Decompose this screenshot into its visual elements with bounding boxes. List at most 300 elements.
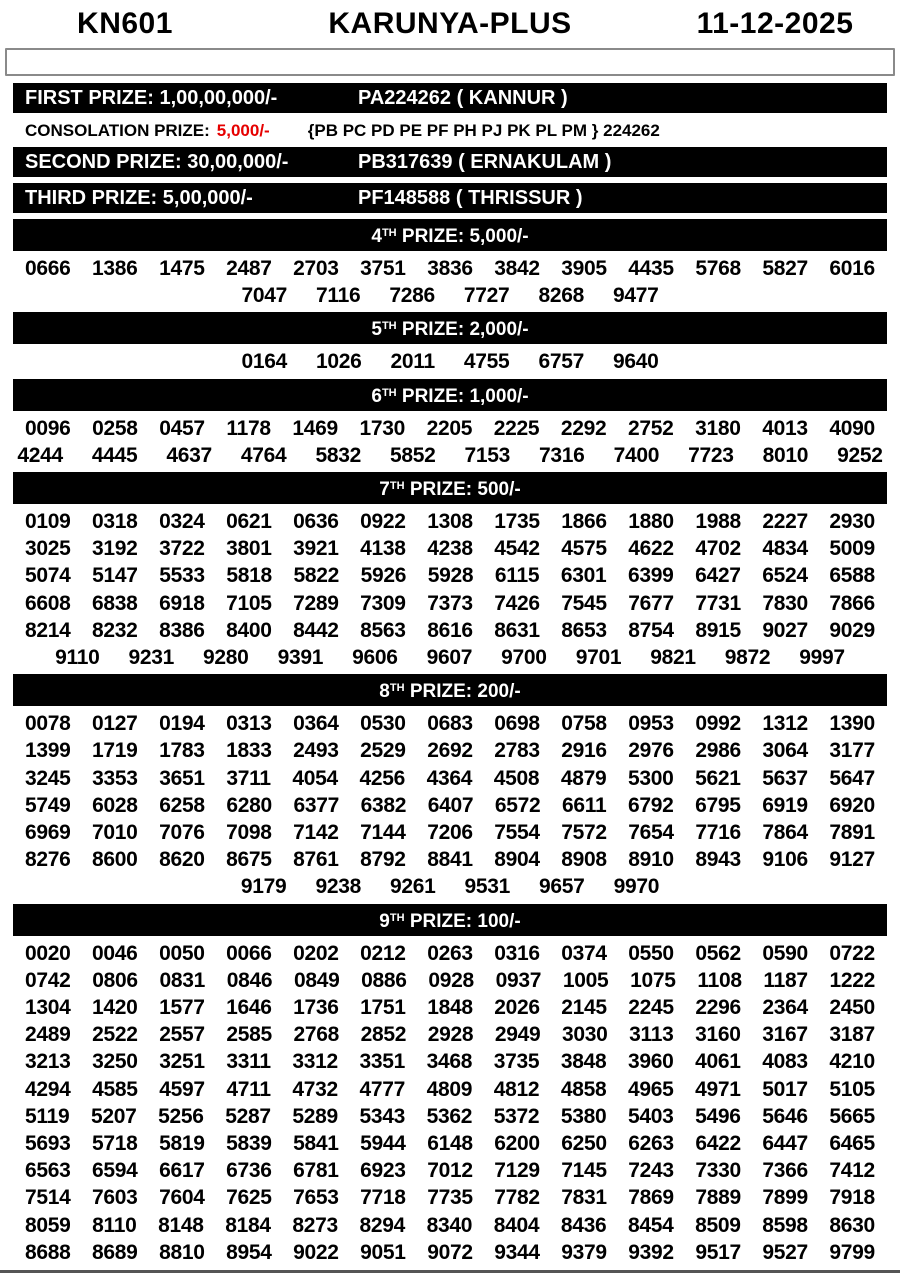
ticket-number: 9179	[240, 875, 287, 899]
ticket-number: 5693	[25, 1132, 71, 1156]
ticket-number: 0258	[92, 416, 138, 440]
ticket-number: 5637	[762, 766, 808, 790]
prize-ordinal-suffix: TH	[381, 386, 397, 399]
ticket-number: 4637	[166, 443, 212, 467]
ticket-number: 9252	[837, 443, 883, 467]
consolation-row	[0, 119, 900, 147]
ticket-number: 9127	[829, 848, 875, 872]
ticket-number-row	[0, 508, 900, 535]
ticket-number: 7727	[463, 284, 510, 308]
ticket-number: 3113	[629, 1023, 674, 1047]
prize-section-header	[13, 674, 887, 706]
ticket-number: 7206	[427, 821, 473, 845]
ticket-number: 5372	[493, 1104, 540, 1128]
ticket-number: 8689	[92, 1240, 138, 1264]
ticket-number: 5944	[360, 1132, 406, 1156]
ticket-number: 9799	[829, 1240, 875, 1264]
ticket-number: 4061	[695, 1050, 741, 1074]
prize-section-header	[13, 904, 887, 936]
ticket-number: 2916	[561, 739, 607, 763]
ticket-number: 9872	[724, 646, 771, 670]
ticket-number-row	[0, 846, 900, 873]
ticket-number-row	[0, 562, 900, 589]
prize-section	[0, 219, 900, 309]
ticket-number: 8276	[25, 848, 71, 872]
ticket-number: 3905	[561, 257, 607, 280]
ticket-number: 4809	[426, 1077, 473, 1101]
ticket-number: 2522	[92, 1023, 138, 1047]
prize-ordinal-suffix: TH	[381, 320, 397, 333]
ticket-number: 6757	[538, 350, 584, 374]
ticket-number: 7716	[695, 821, 741, 845]
ticket-number: 9640	[612, 350, 659, 374]
ticket-number: 8792	[360, 848, 406, 872]
ticket-number: 8454	[627, 1213, 674, 1237]
ticket-number: 3848	[560, 1050, 607, 1074]
ticket-number: 6792	[627, 793, 674, 817]
ticket-number: 1783	[159, 739, 205, 763]
ticket-number-row	[0, 873, 900, 900]
ticket-number: 0758	[561, 712, 607, 736]
ticket-number: 6781	[293, 1159, 339, 1183]
prize-section	[0, 674, 900, 900]
ticket-number: 6838	[92, 591, 138, 615]
ticket-number: 1304	[25, 996, 71, 1020]
ticket-number: 9379	[561, 1240, 607, 1264]
ticket-number: 8904	[494, 848, 540, 872]
ticket-number: 3722	[159, 537, 205, 561]
ticket-number: 7144	[360, 821, 406, 845]
prize-amount-text: PRIZE: 5,000/-	[396, 226, 529, 247]
prize-ordinal-suffix: TH	[389, 911, 405, 924]
ticket-number-row	[0, 1103, 900, 1130]
ticket-number: 1736	[293, 996, 339, 1020]
ticket-number: 5074	[25, 564, 71, 588]
ticket-number: 7866	[829, 591, 875, 615]
ticket-number: 3030	[562, 1023, 608, 1047]
ticket-number: 8232	[92, 618, 138, 642]
ticket-number: 5928	[427, 564, 474, 588]
ticket-number: 0374	[561, 941, 607, 965]
ticket-number: 6617	[159, 1159, 205, 1183]
prize-section-header	[13, 312, 887, 344]
ticket-number: 2852	[360, 1023, 407, 1047]
ticket-number: 0164	[241, 350, 288, 374]
ticket-number: 4090	[829, 416, 875, 440]
ticket-number: 4755	[463, 350, 510, 374]
ticket-number: 3651	[159, 766, 205, 790]
ticket-number: 5119	[25, 1104, 70, 1128]
ticket-number: 2450	[829, 996, 875, 1020]
ticket-number: 9391	[277, 646, 324, 670]
second-prize-bar	[13, 147, 887, 177]
ticket-number-row	[0, 255, 900, 282]
prize-amount-text: PRIZE: 500/-	[404, 479, 521, 501]
ticket-number: 7426	[494, 591, 540, 615]
ticket-number: 5926	[360, 564, 407, 588]
prize-amount-text: PRIZE: 100/-	[404, 910, 521, 932]
ticket-number: 7116	[316, 284, 361, 308]
ticket-number-row	[0, 940, 900, 967]
ticket-number: 4971	[695, 1077, 741, 1101]
ticket-number: 4764	[240, 443, 287, 467]
prize-ordinal: 4	[371, 226, 382, 247]
ticket-number: 2489	[25, 1023, 71, 1047]
ticket-number: 4812	[493, 1077, 540, 1101]
ticket-number: 5533	[159, 564, 205, 588]
ticket-number: 3311	[226, 1050, 271, 1074]
ticket-number: 4585	[92, 1077, 138, 1101]
ticket-number: 1469	[292, 416, 338, 440]
ticket-number: 1848	[427, 996, 473, 1020]
ticket-number: 0078	[25, 712, 71, 736]
ticket-number: 7718	[360, 1186, 406, 1210]
ticket-number: 0928	[428, 968, 474, 992]
ticket-number: 5621	[695, 766, 741, 790]
ticket-number: 1108	[697, 968, 742, 992]
ticket-number: 4244	[17, 443, 63, 467]
ticket-number: 6200	[494, 1132, 540, 1156]
ticket-number: 1475	[159, 257, 205, 280]
ticket-number: 6608	[25, 591, 71, 615]
ticket-number: 1222	[829, 968, 875, 992]
prize-ordinal: 8	[379, 681, 390, 703]
ticket-number: 7625	[226, 1186, 272, 1210]
ticket-number: 5362	[426, 1104, 473, 1128]
ticket-number: 0621	[226, 510, 272, 534]
ticket-number: 6969	[25, 821, 71, 845]
ticket-number: 7869	[628, 1186, 674, 1210]
title-bar	[0, 0, 900, 46]
ticket-number: 5496	[695, 1104, 741, 1128]
ticket-number: 0590	[762, 941, 808, 965]
ticket-number: 2703	[293, 257, 339, 280]
ticket-number: 2752	[627, 416, 674, 440]
ticket-number: 8436	[560, 1213, 607, 1237]
ticket-number: 7735	[427, 1186, 473, 1210]
ticket-number: 2949	[494, 1023, 541, 1047]
ticket-number: 6795	[695, 793, 741, 817]
ticket-number: 8620	[159, 848, 205, 872]
ticket-number: 0849	[293, 968, 340, 992]
ticket-number: 7243	[628, 1159, 674, 1183]
ticket-number: 2930	[829, 510, 875, 534]
prize-ordinal: 9	[379, 910, 390, 932]
ticket-number: 8340	[426, 1213, 473, 1237]
ticket-number-row	[0, 415, 900, 442]
ticket-number: 2692	[427, 739, 473, 763]
ticket-number: 2783	[494, 739, 540, 763]
ticket-number: 6919	[762, 793, 808, 817]
ticket-number: 1399	[25, 739, 71, 763]
ticket-number-row	[0, 994, 900, 1021]
ticket-number: 9700	[501, 646, 547, 670]
ticket-number: 7153	[464, 443, 511, 467]
ticket-number: 0937	[495, 968, 542, 992]
ticket-number: 5380	[560, 1104, 607, 1128]
ticket-number: 0953	[628, 712, 674, 736]
prize-ordinal: 6	[371, 385, 382, 407]
ticket-number: 0096	[25, 416, 71, 440]
consolation-amount: 5,000/-	[216, 121, 270, 140]
second-prize-winner: PB317639 ( ERNAKULAM )	[358, 151, 612, 173]
prize-ordinal-suffix: TH	[389, 682, 405, 695]
ticket-number-row	[0, 1212, 900, 1239]
ticket-number: 7677	[628, 591, 674, 615]
ticket-number: 6301	[560, 564, 607, 588]
ticket-number: 7010	[92, 821, 138, 845]
ticket-number: 8954	[226, 1240, 272, 1264]
ticket-number: 7330	[695, 1159, 741, 1183]
ticket-number: 9106	[762, 848, 808, 872]
ticket-number: 7891	[829, 821, 875, 845]
ticket-number: 9527	[762, 1240, 808, 1264]
ticket-number: 8442	[293, 618, 339, 642]
ticket-number: 3351	[359, 1050, 405, 1074]
ticket-number: 4622	[628, 537, 674, 561]
ticket-number: 7289	[293, 591, 339, 615]
ticket-number: 1308	[427, 510, 473, 534]
prize-ordinal-suffix: TH	[389, 480, 405, 493]
ticket-number-row	[0, 1239, 900, 1266]
ticket-number: 1420	[92, 996, 138, 1020]
ticket-number: 5647	[829, 766, 875, 790]
ticket-number: 7309	[360, 591, 406, 615]
ticket-number: 1026	[316, 350, 362, 374]
ticket-number: 9970	[613, 875, 660, 899]
ticket-number: 9701	[575, 646, 622, 670]
ticket-number: 4858	[560, 1077, 607, 1101]
third-prize-bar	[13, 183, 887, 213]
ticket-number: 3180	[695, 416, 741, 440]
page-title: KARUNYA-PLUS	[328, 7, 572, 40]
ticket-number: 7129	[494, 1159, 540, 1183]
ticket-number: 0530	[360, 712, 406, 736]
ticket-number: 7373	[427, 591, 473, 615]
ticket-number: 2557	[159, 1023, 205, 1047]
ticket-number: 9110	[55, 646, 100, 670]
ticket-number: 8214	[25, 618, 71, 642]
ticket-number: 6920	[829, 793, 875, 817]
ticket-number-row	[0, 765, 900, 792]
ticket-number: 8386	[159, 618, 205, 642]
ticket-number: 8630	[829, 1213, 875, 1237]
ticket-number: 5403	[627, 1104, 674, 1128]
ticket-number: 8943	[695, 848, 741, 872]
ticket-number: 4965	[627, 1077, 674, 1101]
ticket-number: 3177	[829, 739, 875, 763]
ticket-number: 3160	[695, 1023, 741, 1047]
prize-section-header	[13, 472, 887, 504]
ticket-number: 2493	[293, 739, 339, 763]
prize-section	[0, 379, 900, 469]
ticket-number: 2026	[494, 996, 540, 1020]
ticket-number: 1178	[226, 416, 271, 440]
ticket-number: 9027	[762, 618, 808, 642]
ticket-number: 0722	[829, 941, 875, 965]
ticket-number: 8910	[628, 848, 674, 872]
ticket-number: 1988	[695, 510, 741, 534]
ticket-number: 1577	[159, 996, 205, 1020]
ticket-number: 0202	[293, 941, 339, 965]
ticket-number: 0109	[25, 510, 71, 534]
ticket-number: 3735	[493, 1050, 540, 1074]
ticket-number: 0698	[494, 712, 540, 736]
ticket-number: 9477	[612, 284, 659, 308]
ticket-number: 5646	[762, 1104, 808, 1128]
ticket-number-row	[0, 1184, 900, 1211]
ticket-number: 4210	[829, 1050, 875, 1074]
ticket-number: 6572	[494, 793, 541, 817]
ticket-number: 0922	[360, 510, 406, 534]
ticket-number: 2986	[695, 739, 741, 763]
ticket-number: 8273	[292, 1213, 338, 1237]
ticket-number: 9238	[315, 875, 361, 899]
ticket-number: 2928	[427, 1023, 474, 1047]
ticket-number: 2145	[561, 996, 607, 1020]
prize-section	[0, 312, 900, 375]
ticket-number: 9821	[650, 646, 696, 670]
ticket-number: 4138	[360, 537, 406, 561]
ticket-number: 2296	[695, 996, 741, 1020]
first-prize-label: FIRST PRIZE: 1,00,00,000/-	[25, 87, 278, 109]
ticket-number: 7286	[389, 284, 435, 308]
ticket-number: 6422	[695, 1132, 741, 1156]
prize-amount-text: PRIZE: 1,000/-	[396, 385, 529, 407]
ticket-number: 5832	[315, 443, 361, 467]
ticket-number: 5822	[293, 564, 340, 588]
ticket-number: 7572	[561, 821, 607, 845]
ticket-number: 0886	[361, 968, 407, 992]
ticket-number: 1751	[360, 996, 406, 1020]
ticket-number: 7889	[695, 1186, 741, 1210]
ticket-number-row	[0, 348, 900, 375]
ticket-number: 3711	[226, 766, 271, 790]
ticket-number: 3167	[762, 1023, 808, 1047]
ticket-number: 3842	[494, 257, 540, 280]
ticket-number: 2205	[426, 416, 473, 440]
ticket-number: 3921	[293, 537, 339, 561]
consolation-series: {PB PC PD PE PF PH PJ PK PL PM } 224262	[307, 121, 660, 140]
ticket-number: 0831	[159, 968, 205, 992]
ticket-number: 6115	[494, 564, 540, 588]
ticket-number-row	[0, 737, 900, 764]
ticket-number: 8400	[226, 618, 272, 642]
prize-ordinal-suffix: TH	[381, 227, 397, 239]
ticket-number-row	[0, 644, 900, 671]
ticket-number: 0806	[92, 968, 138, 992]
ticket-number: 6258	[159, 793, 205, 817]
ticket-number-row	[0, 1157, 900, 1184]
ticket-number: 6280	[226, 793, 272, 817]
first-prize-bar	[13, 83, 887, 113]
ticket-number: 6250	[561, 1132, 607, 1156]
ticket-number: 9392	[628, 1240, 674, 1264]
first-prize-winner: PA224262 ( KANNUR )	[358, 87, 568, 109]
third-prize-winner: PF148588 ( THRISSUR )	[358, 187, 583, 209]
ticket-number: 9607	[426, 646, 473, 670]
ticket-number: 1646	[226, 996, 272, 1020]
ticket-number: 7366	[762, 1159, 808, 1183]
ticket-number: 5768	[695, 257, 741, 280]
ticket-number: 4256	[359, 766, 405, 790]
third-prize-label: THIRD PRIZE: 5,00,000/-	[25, 187, 253, 209]
ticket-number: 3312	[292, 1050, 338, 1074]
ticket-number: 6427	[695, 564, 741, 588]
ticket-number: 9997	[799, 646, 845, 670]
ticket-number: 8563	[360, 618, 406, 642]
ticket-number: 3353	[92, 766, 138, 790]
ticket-number: 7554	[494, 821, 540, 845]
ticket-number: 9072	[427, 1240, 473, 1264]
ticket-number: 1390	[829, 712, 875, 736]
ticket-number: 6594	[92, 1159, 138, 1183]
ticket-number: 4542	[494, 537, 540, 561]
ticket-number: 6736	[226, 1159, 272, 1183]
ticket-number: 8110	[92, 1213, 137, 1237]
ticket-number: 4575	[561, 537, 607, 561]
draw-date: 11-12-2025	[696, 7, 854, 40]
ticket-number: 1719	[92, 739, 138, 763]
ticket-number: 5287	[225, 1104, 271, 1128]
ticket-number: 8631	[494, 618, 540, 642]
ticket-number: 8010	[762, 443, 809, 467]
ticket-number: 9531	[464, 875, 511, 899]
ticket-number: 8810	[159, 1240, 205, 1264]
prize-ordinal: 7	[379, 479, 390, 501]
ticket-number: 7899	[762, 1186, 808, 1210]
ticket-number: 4435	[628, 257, 674, 280]
ticket-number: 5289	[292, 1104, 338, 1128]
ticket-number: 7098	[226, 821, 272, 845]
ticket-number: 7047	[241, 284, 288, 308]
ticket-number: 7603	[92, 1186, 138, 1210]
ticket-number: 6611	[562, 793, 607, 817]
ticket-number: 1075	[630, 968, 676, 992]
ticket-number: 5841	[293, 1132, 339, 1156]
ticket-number: 0846	[226, 968, 273, 992]
ticket-number: 3960	[627, 1050, 674, 1074]
ticket-number: 0636	[293, 510, 339, 534]
ticket-number: 5665	[829, 1104, 875, 1128]
ticket-number: 2529	[360, 739, 406, 763]
ticket-number: 2487	[226, 257, 272, 280]
ticket-number: 8761	[293, 848, 339, 872]
ticket-number: 8404	[493, 1213, 540, 1237]
ticket-number: 5207	[90, 1104, 137, 1128]
ticket-number: 7604	[159, 1186, 205, 1210]
ticket-number: 4597	[159, 1077, 205, 1101]
ticket-number: 5818	[226, 564, 272, 588]
ticket-number-row	[0, 617, 900, 644]
ticket-number: 4777	[359, 1077, 405, 1101]
prize-sections	[0, 219, 900, 1266]
ticket-number: 8675	[226, 848, 272, 872]
ticket-number-row	[0, 590, 900, 617]
ticket-number: 2225	[493, 416, 540, 440]
ticket-number: 9517	[695, 1240, 741, 1264]
ticket-number: 9022	[293, 1240, 339, 1264]
ticket-number: 2292	[560, 416, 607, 440]
ticket-number: 5147	[92, 564, 138, 588]
ticket-number: 6923	[360, 1159, 406, 1183]
ticket-number: 5009	[829, 537, 875, 561]
ticket-number: 2768	[293, 1023, 340, 1047]
ticket-number: 1312	[762, 712, 808, 736]
ticket-number: 8908	[561, 848, 607, 872]
ticket-number: 7864	[762, 821, 808, 845]
prize-amount-text: PRIZE: 2,000/-	[396, 319, 529, 341]
